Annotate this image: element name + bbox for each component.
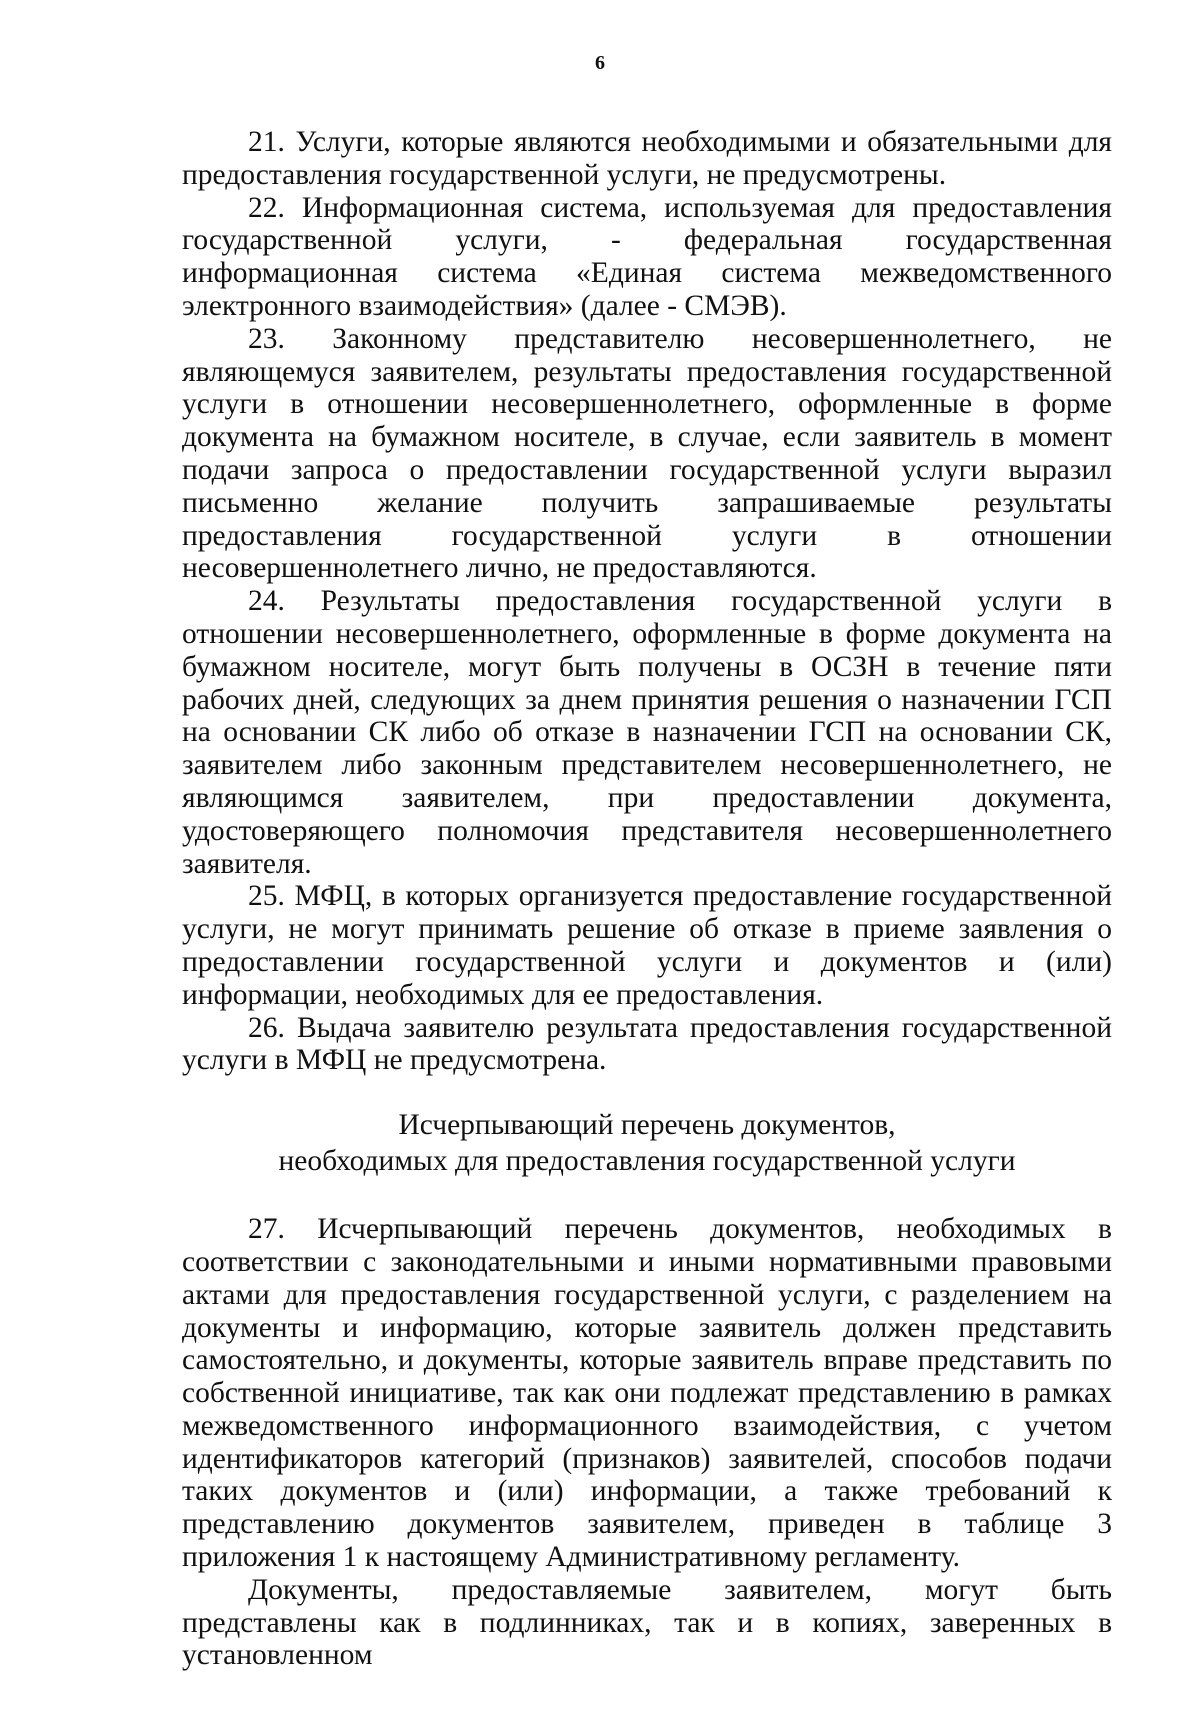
document-body: [182, 126, 1112, 1672]
paragraph-documents-note: Документы, предоставляемые заявителем, могут быть представлены как в подлинниках, так и в копиях, заверенных в установленном: [182, 1573, 1112, 1672]
page-number: 6: [595, 52, 605, 74]
section-heading-line-1: Исчерпывающий перечень документов,: [398, 1109, 896, 1142]
section-heading-line-2: необходимых для предоставления государственной услуги: [278, 1145, 1016, 1178]
paragraph-24: 24. Результаты предоставления государственной услуги в отношении несовершеннолетнего, оформленные в форме документа на бумажном носителе, могут быть получены в ОСЗН в течение пяти рабочих дней, следующих за днем принятия решения о назначении ГСП на основании СК либо об отказе в назначении ГСП на основании СК, заявителем либо законным представителем несовершеннолетнего, не являющимся заявителем, при предоставлении документа, удостоверяющего полномочия представителя несовершеннолетнего заявителя.: [182, 585, 1112, 880]
paragraph-21: 21. Услуги, которые являются необходимыми и обязательными для предоставления государственной услуги, не предусмотрены.: [182, 126, 1112, 191]
section-heading: [182, 1107, 1112, 1179]
paragraph-26: 26. Выдача заявителю результата предоставления государственной услуги в МФЦ не предусмотрена.: [182, 1011, 1112, 1077]
paragraph-27: 27. Исчерпывающий перечень документов, необходимых в соответствии с законодательными и иными нормативными правовыми актами для предоставления государственной услуги, с разделением на документы и информацию, которые заявитель должен представить самостоятельно, и документы, которые заявитель вправе представить по собственной инициативе, так как они подлежат представлению в рамках межведомственного информационного взаимодействия, с учетом идентификаторов категорий (признаков) заявителей, способов подачи таких документов и (или) информации, а также требований к представлению документов заявителем, приведен в таблице 3 приложения 1 к настоящему Административному регламенту.: [182, 1213, 1112, 1574]
paragraph-22: 22. Информационная система, используемая для предоставления государственной услуги, - федеральная государственная информационная система «Единая система межведомственного электронного взаимодействия» (далее - СМЭВ).: [182, 191, 1112, 322]
paragraph-23: 23. Законному представителю несовершеннолетнего, не являющемуся заявителем, результаты предоставления государственной услуги в отношении несовершеннолетнего, оформленные в форме документа на бумажном носителе, в случае, если заявитель в момент подачи запроса о предоставлении государственной услуги выразил письменно желание получить запрашиваемые результаты предоставления государственной услуги в отношении несовершеннолетнего лично, не предоставляются.: [182, 322, 1112, 585]
paragraph-25: 25. МФЦ, в которых организуется предоставление государственной услуги, не могут принимать решение об отказе в приеме заявления о предоставлении государственной услуги и документов и (или) информации, необходимых для ее предоставления.: [182, 880, 1112, 1011]
